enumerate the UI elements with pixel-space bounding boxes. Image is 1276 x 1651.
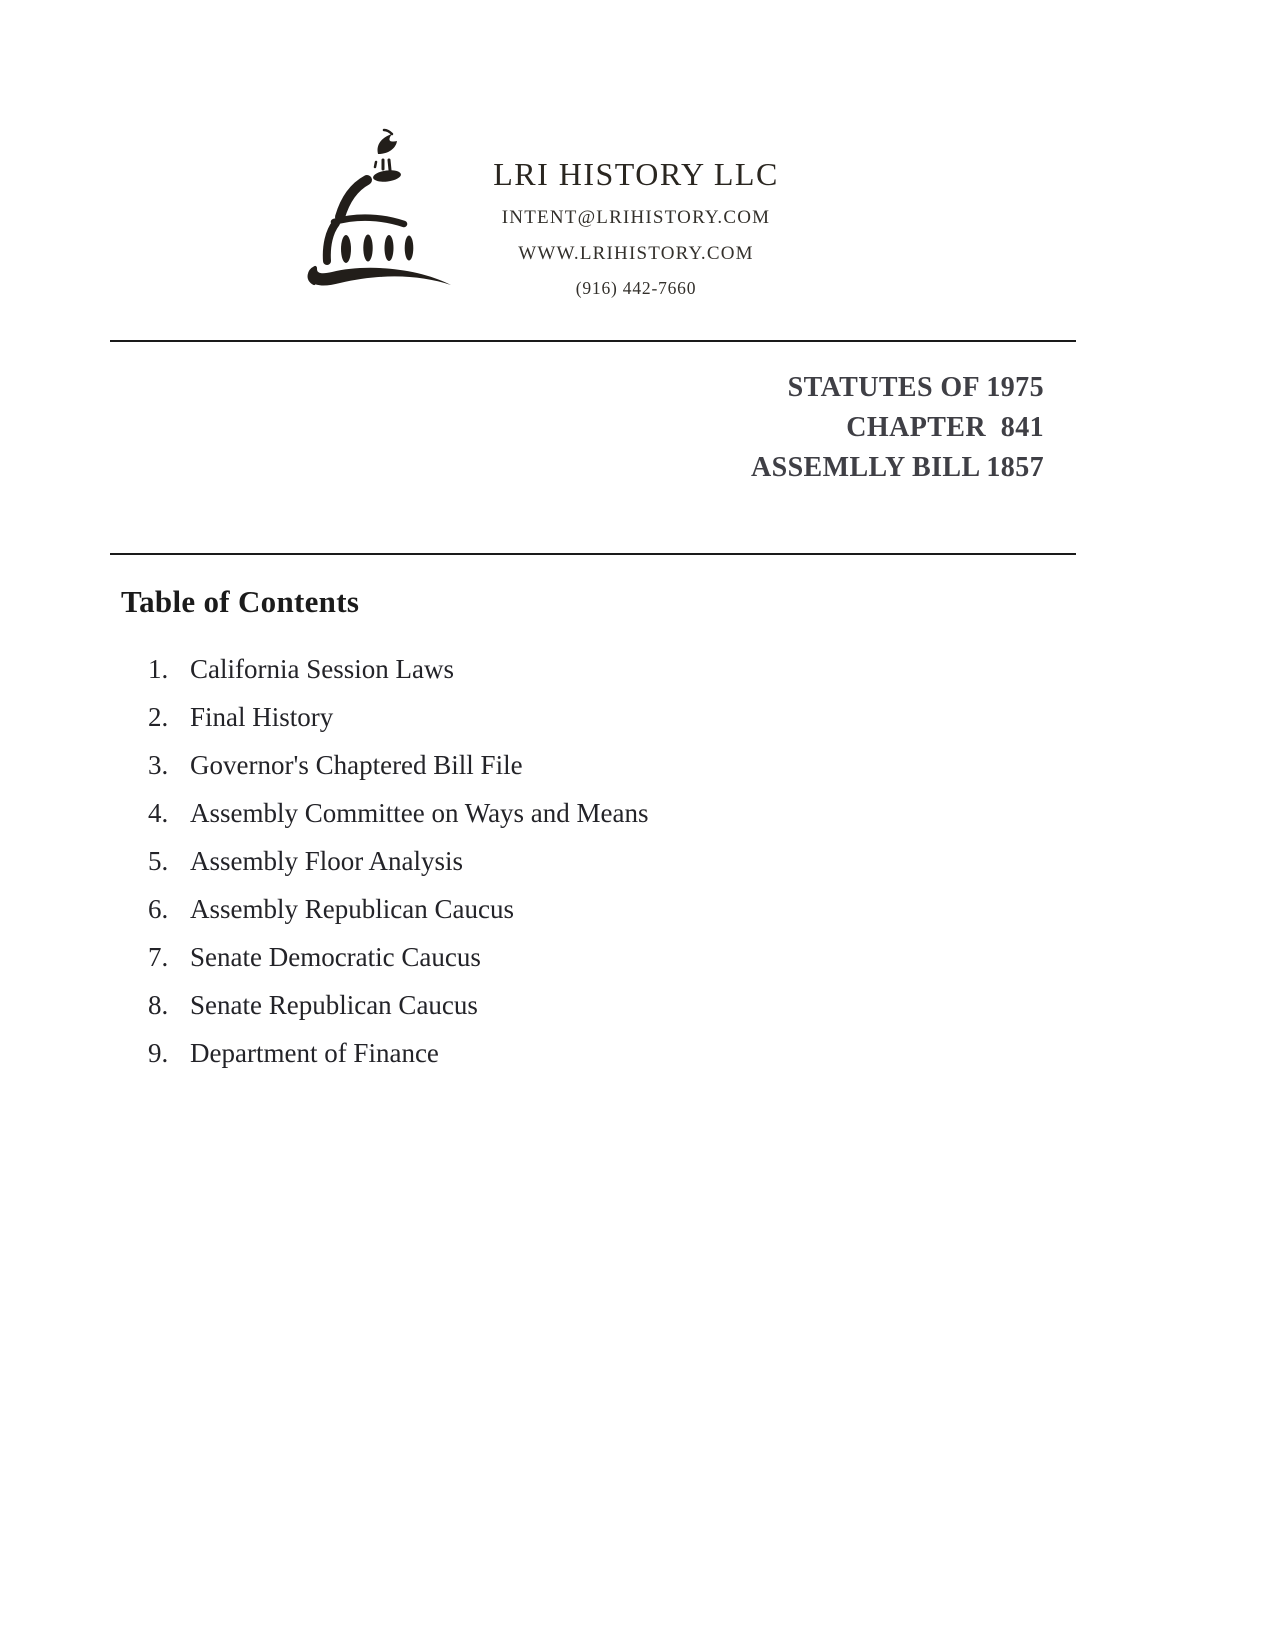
company-phone: (916) 442-7660 [575,278,697,298]
toc-item-number: 3. [148,750,169,780]
logo-finial-tip [384,130,392,134]
toc-item-number: 5. [148,846,169,876]
toc-item-label: Assembly Floor Analysis [190,846,464,876]
toc-item-label: Department of Finance [190,1038,439,1068]
toc-item-number: 1. [148,654,169,684]
toc-item-label: Final History [190,702,334,732]
toc-item-label: California Session Laws [190,654,454,684]
logo-finial [378,134,397,154]
logo-cornice [334,218,404,224]
assembly-bill-line: ASSEMLLY BILL 1857 [750,452,1044,483]
logo-column-2 [363,235,372,262]
statutes-line: STATUTES OF 1975 [787,372,1044,403]
chapter-line: CHAPTER 841 [846,412,1044,443]
toc-item-number: 7. [148,942,169,972]
logo-lantern [372,169,401,183]
toc-item-1 [148,654,948,702]
horizontal-rule-bottom [110,553,1076,555]
toc-item-number: 4. [148,798,169,828]
horizontal-rule-top [110,340,1076,342]
toc-item-8 [148,990,948,1038]
toc-item-2 [148,702,948,750]
toc-item-label: Governor's Chaptered Bill File [190,750,523,780]
toc-heading: Table of Contents [121,584,360,619]
toc-item-4 [148,798,948,846]
toc-item-label: Assembly Committee on Ways and Means [190,798,649,828]
toc-item-6 [148,894,948,942]
company-name: LRI HISTORY LLC [493,156,779,192]
logo-base-swoosh [309,267,451,286]
logo-column-1 [341,235,351,263]
toc-item-9 [148,1038,948,1086]
toc-item-3 [148,750,948,798]
toc-item-label: Senate Democratic Caucus [190,942,481,972]
toc-item-number: 8. [148,990,169,1020]
logo-column-4 [405,236,414,261]
toc-item-number: 9. [148,1038,169,1068]
logo-tick-3 [389,160,390,170]
logo-pilaster [327,223,336,261]
toc-item-label: Senate Republican Caucus [190,990,478,1020]
toc-item-number: 2. [148,702,169,732]
toc-list [148,654,948,1086]
bill-reference-block [751,368,1044,488]
toc-item-7 [148,942,948,990]
company-email: INTENT@LRIHISTORY.COM [501,207,771,228]
logo-column-3 [385,235,394,261]
toc-item-number: 6. [148,894,169,924]
logo-tick-1 [375,162,376,167]
toc-item-label: Assembly Republican Caucus [190,894,514,924]
toc-item-5 [148,846,948,894]
logo-dome-stroke [340,180,367,217]
company-website: WWW.LRIHISTORY.COM [518,243,754,264]
letterhead [452,156,820,299]
